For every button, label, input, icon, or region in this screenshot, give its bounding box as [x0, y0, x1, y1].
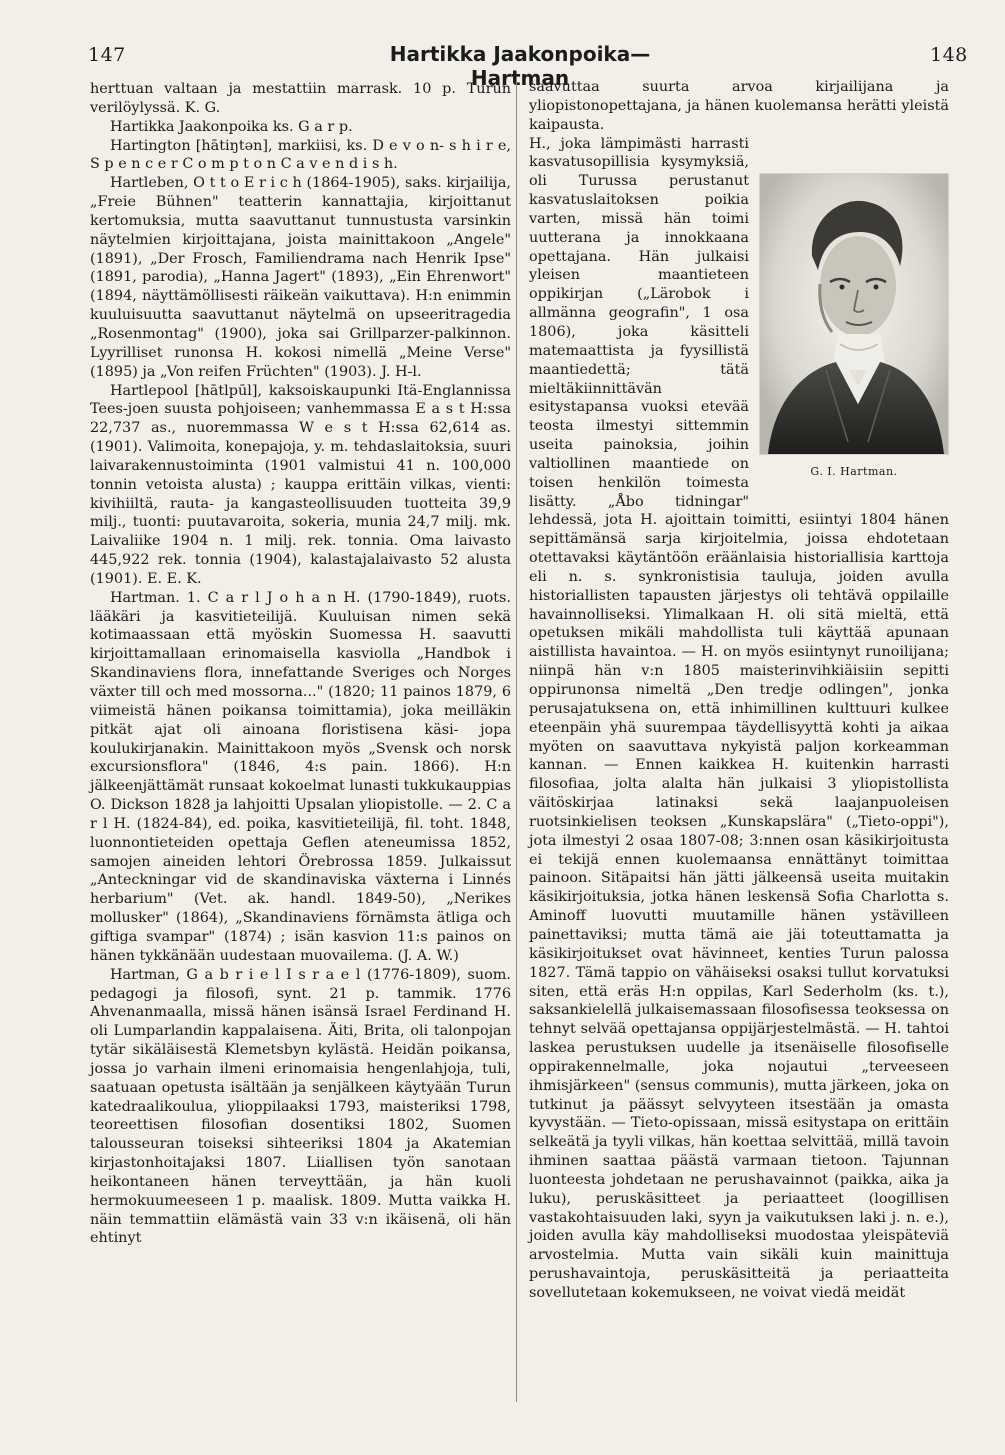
left-column	[90, 80, 511, 1248]
entry-hartington: Hartington [hātiŋtən], markiisi, ks. D e v o n- s h i r e, S p e n c e r C o m p t o n C a v e n d i s h.	[90, 137, 511, 173]
portrait-figure	[759, 173, 949, 495]
running-header: Hartikka Jaakonpoika—Hartman	[389, 42, 651, 90]
portrait-caption: G. I. Hartman.	[810, 464, 898, 478]
entry-hartikka-jaakonpoika: Hartikka Jaakonpoika ks. G a r p.	[110, 118, 353, 135]
right-column	[529, 78, 949, 1303]
page-number-left: 147	[88, 44, 126, 66]
entry-hartman-carl: Hartman. 1. C a r l J o h a n H. (1790-1849), ruots. lääkäri ja kasvitieteilijä. Kuuluisan nimen sekä kotimaassaan että myöskin Suomessa H. saavutti kirjoittamallaan erinomaisella kasviolla „Handbok i Skandinaviens flora, innefattande Sveriges och Norges växter till och med mossorna..." (1820; 11 painos 1879, 6 viimeistä hänen poikansa toimittamia), joka meilläkin pitkät ajat oli ainoana floristisena käsi- jopa koulukirjanakin. Mainittakoon myös „Svensk och norsk excursionsflora" (1846, 4:s pain. 1866). H:n jälkeenjättämät runsaat kokoelmat lunasti tukkukauppias O. Dickson 1828 ja lahjoitti Upsalan yliopistolle. — 2. C a r l H. (1824-84), ed. poika, kasvitieteilijä, fil. toht. 1848, luonnontieteiden opettaja Geflen ateneumissa 1852, samojen aineiden lehtori Örebrossa 1859. Julkaissut „Anteckningar vid de skandinaviska växterna i Linnés herbarium" (Vet. ak. handl. 1849-50), „Nerikes mollusker" (1864), „Skandinaviens förnämsta ätliga och giftiga svampar" (1874) ; isän kasvion 11:s painos on hänen tykkänään uudestaan muovailema. (J. A. W.)	[90, 589, 511, 964]
entry-hartlepool: Hartlepool [hātlpūl], kaksoiskaupunki Itä-Englannissa Tees-joen suusta pohjoiseen; vanhemmassa E a s t H:ssa 22,737 as., nuoremmassa W e s t H:ssa 62,614 as. (1901). Valimoita, konepajoja, y. m. tehdaslaitoksia, suuri laivarakennustoiminta (1901 valmistui 41 n. 100,000 tonnin vetoista alusta) ; kauppa erittäin vilkas, vienti: kivihiiltä, rauta- ja kangasteollisuuden tuotteita 39,9 milj., tuonti: puutavaroita, sokeria, munia 24,7 milj. mk. Laivaliike 1904 n. 1 milj. rek. tonnia. Oma laivasto 445,922 rek. tonnia (1904), kalastajalaivasto 52 alusta (1901). E. E. K.	[90, 382, 511, 587]
portrait-engraving-icon	[760, 174, 948, 454]
column-divider	[516, 82, 517, 1402]
paragraph-gabriel-cont: saavuttaa suurta arvoa kirjailijana ja yliopistonopettajana, ja hänen kuolemansa herätti yleistä kaipausta.	[529, 79, 949, 133]
paragraph-gabriel-main: H., joka lämpimästi harrasti kasvatusopillisia kysymyksiä, oli Turussa perustanut kasvatuslaitoksen poikia varten, missä hän toimi uutterana ja innokkaana opettajana. Hän julkaisi yleisen maantieteen oppikirjan („Lärobok i allmänna geografin", 1 osa 1806), joka käsitteli matemaattista ja fyysillistä maantiedettä; tätä mieltäkiinnittävän esitystapansa vuoksi etevää teosta ilmestyi sittemmin useita painoksia, joihin valtiollinen maantiede on toisen henkilön toimesta lisätty. „Åbo tidningar" lehdessä, jota H. ajoittain toimitti, esiintyi 1804 hänen sepittämänsä sarja kirjoitelmia, joissa ehdotetaan otettavaksi käytäntöön eräänlaisia historiallisia karttoja eli n. s. synkronistisia tauluja, joiden avulla historiallisten tapausten järjestys oli tehtävä oppilaille havainnolliseksi. Ylimalkaan H. oli sitä mieltä, että opetuksen mikäli mahdollista tuli käyttää apunaan aistillista havaintoa. — H. on myös esiintynyt runoilijana; niinpä hän v:n 1805 maisterinvihkiäisiin sepitti oppirunonsa nimeltä „Den tredje odlingen", jonka perusajatuksena on, että inhimillinen kulttuuri kulkee eteenpäin yhä suurempaa täydellisyyttä kohti ja aikaa myöten on saavuttava nykyistä paljon korkeamman kannan. — Ennen kaikkea H. kuitenkin harrasti filosofiaa, jolta alalta hän julkaisi 3 yliopistollista väitöskirjaa latinaksi sekä laajanpuoleisen ruotsinkielisen teoksen „Kunskapslära" („Tieto-oppi"), jota ilmestyi 2 osaa 1807-08; 3:nnen osan käsikirjoitusta ei tekijä ennen kuolemaansa ennättänyt toimittaa painoon. Sitäpaitsi hän jätti jälkeensä useita muitakin käsikirjoituksia, jotka hänen leskensä Sofia Charlotta s. Aminoff luovutti muutamille hänen ystävilleen painettaviksi; mutta tämä aie jäi toteuttamatta ja käsikirjoitukset ovat hävinneet, kenties Turun palossa 1827. Tämä tappio on vähäiseksi osaksi tullut korvatuksi siten, että eräs H:n oppilas, Karl Sederholm (ks. t.), saksankielellä julkaisemassaan filosofisessa teoksessa on tehnyt selvää opettajansa oppijärjestelmästä. — H. tahtoi laskea perustuksen uudelle ja itsenäiselle filosofiselle oppirakennelmalle, joka nojautui „terveeseen ihmisjärkeen" (sensus communis), mutta järkeen, joka on tutkinut ja päässyt selvyyteen itsestään ja omasta kyvystään. — Tieto-opissaan, missä esitystapa on erittäin selkeätä ja tyyli vilkas, hän koettaa selvittää, millä tavoin ihminen saattaa päästä varmaan tietoon. Tajunnan luonteesta johdetaan ne perushavainnot (paikka, aika ja luku), peruskäsitteet ja periaatteet (loogillisen vastakohtaisuuden laki, syyn ja vaikutuksen laki j. n. e.), joiden avulla käy mahdolliseksi muodostaa yleispäteviä arvostelmia. Mutta vain sikäli kuin mainittuja perushavaintoja, peruskäsitteitä ja periaatteita sovellutetaan kokemukseen, ne voivat viedä meidät	[529, 135, 949, 1301]
entry-hartman-gabriel: Hartman, G a b r i e l I s r a e l (1776-1809), suom. pedagogi ja filosofi, synt. 21 p. tammik. 1776 Ahvenanmaalla, missä hänen isänsä Israel Ferdinand H. oli Lumparlandin kappalaisena. Äiti, Brita, oli talonpojan tytär sikäläisestä Klemetsbyn kylästä. Heidän poikansa, jossa jo varhain ilmeni erinomaisia hengenlahjoja, tuli, saatuaan opetusta isältään ja senjälkeen käytyään Turun katedraalikoulua, ylioppilaaksi 1793, maisteriksi 1798, teoreettisen filosofian dosentiksi 1802, Suomen talousseuran toiseksi sihteeriksi 1804 ja Akatemian kirjastonhoitajaksi 1807. Liiallisen työn sanotaan heikontaneen hänen terveyttään, ja hän kuoli hermokuumeeseen 1 p. maalisk. 1809. Mutta vaikka H. näin temmattiin elämästä vain 33 v:n ikäisenä, oli hän ehtinyt	[90, 966, 511, 1247]
entry-hartleben: Hartleben, O t t o E r i c h (1864-1905), saks. kirjailija, „Freie Bühnen" teatterin kannattajia, kirjoittanut kertomuksia, mutta saavuttanut tunnustusta varsinkin näytelmien kirjoittajana, joista mainittakoon „Angele" (1891), „Der Frosch, Familiendrama nach Henrik Ipse" (1891, parodia), „Hanna Jagert" (1893), „Ein Ehrenwort" (1894, näyttämöllisesti räikeän vaikuttava). H:n enimmin kuuluisuutta saavuttanut näytelmä on upseeritragedia „Rosenmontag" (1900), joka sai Grillparzer-palkinnon. Lyyrilliset runonsa H. kokosi nimellä „Meine Verse" (1895) ja „Von reifen Früchten" (1903). J. H-l.	[90, 175, 511, 380]
paragraph-hartikka-cont: herttuan valtaan ja mestattiin marrask. 10 p. Turun verilöylyssä. K. G.	[90, 81, 511, 116]
page-number-right: 148	[930, 44, 968, 66]
portrait-image	[759, 173, 949, 455]
